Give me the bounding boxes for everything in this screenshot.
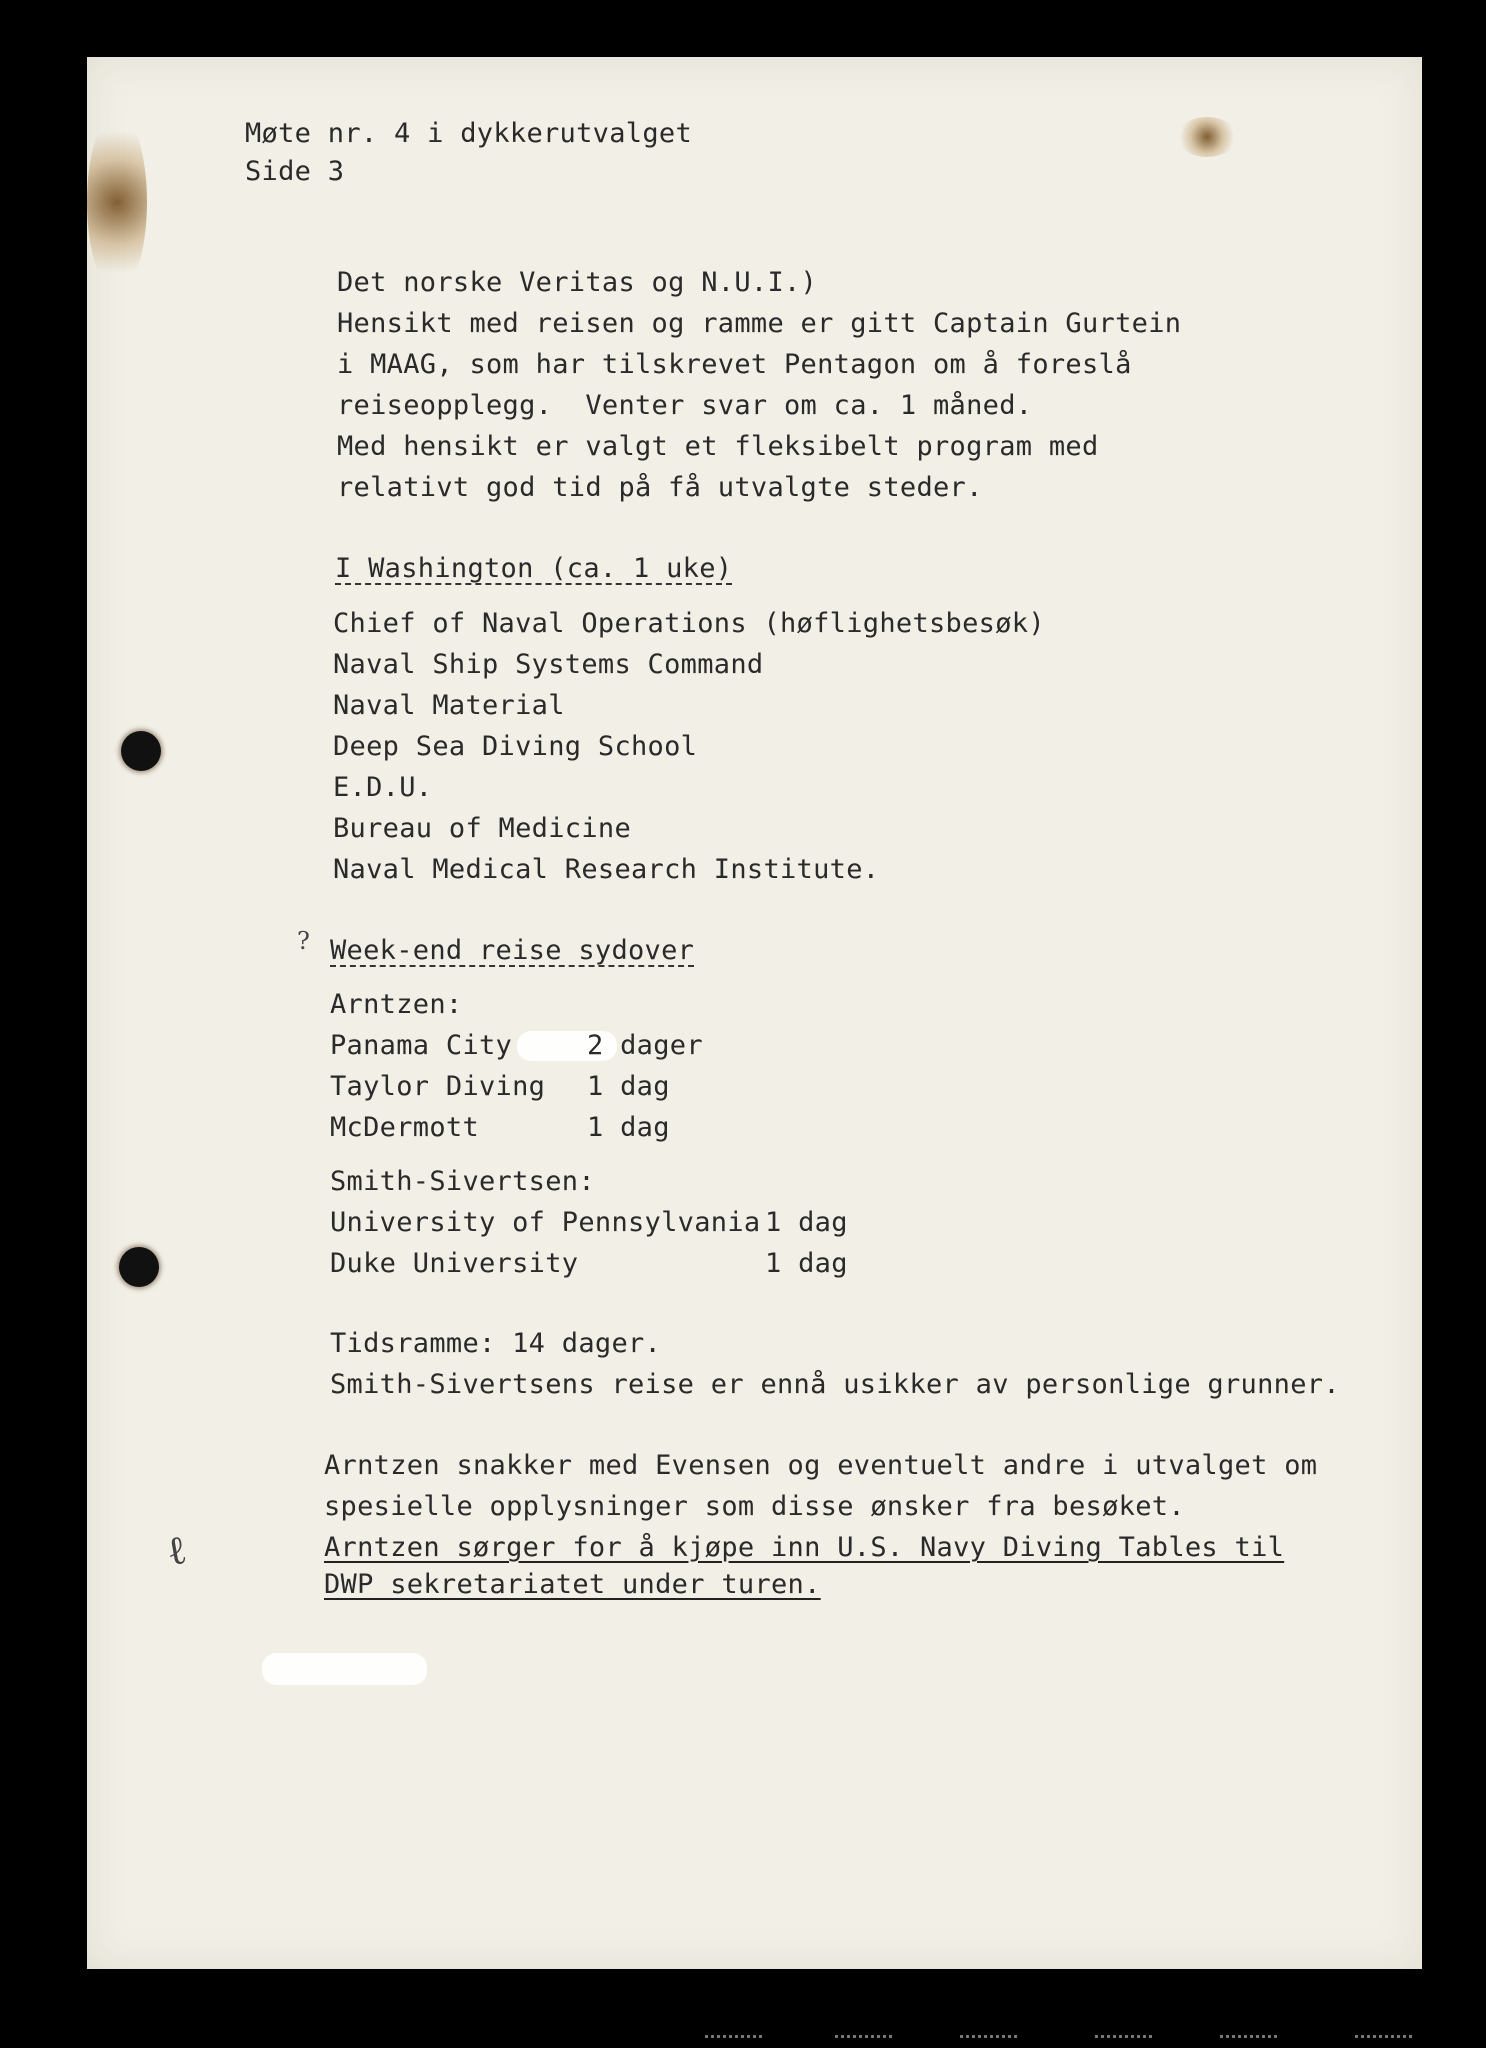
- paragraph-line-1: Arntzen snakker med Evensen og eventuelt andre i utvalget om: [324, 1450, 1318, 1481]
- burn-mark-top-left: [87, 112, 147, 292]
- intro-line-4: reiseopplegg. Venter svar om ca. 1 måned.: [337, 390, 1033, 421]
- arntzen-place: Taylor Diving: [330, 1071, 546, 1102]
- washington-item: Chief of Naval Operations (høflighetsbesøk): [333, 608, 1045, 639]
- film-edge-mark: [1355, 2035, 1413, 2038]
- washington-item: E.D.U.: [333, 772, 433, 803]
- smith-place: University of Pennsylvania: [330, 1207, 761, 1238]
- intro-line-5: Med hensikt er valgt et fleksibelt program med: [337, 431, 1099, 462]
- header-line-1: Møte nr. 4 i dykkerutvalget: [245, 118, 692, 149]
- intro-line-3: i MAAG, som har tilskrevet Pentagon om å foreslå: [337, 349, 1132, 380]
- arntzen-place: Panama City: [330, 1030, 513, 1061]
- film-edge-mark: [1095, 2035, 1153, 2038]
- header-line-2: Side 3: [245, 156, 345, 187]
- smith-duration: 1 dag: [765, 1207, 848, 1238]
- paragraph-line-2: spesielle opplysninger som disse ønsker fra besøket.: [324, 1491, 1185, 1522]
- intro-line-1: Det norske Veritas og N.U.I.): [337, 267, 818, 298]
- arntzen-label: Arntzen:: [330, 989, 463, 1020]
- erased-patch-bottom: [262, 1653, 427, 1685]
- washington-item: Bureau of Medicine: [333, 813, 631, 844]
- film-edge-mark: [960, 2035, 1018, 2038]
- washington-item: Naval Ship Systems Command: [333, 649, 764, 680]
- smith-place: Duke University: [330, 1248, 579, 1279]
- weekend-heading: Week-end reise sydover: [330, 935, 695, 966]
- smith-note-line: Smith-Sivertsens reise er ennå usikker av personlige grunner.: [330, 1369, 1340, 1400]
- intro-line-2: Hensikt med reisen og ramme er gitt Captain Gurtein: [337, 308, 1182, 339]
- washington-item: Naval Material: [333, 690, 565, 721]
- timeframe-line: Tidsramme: 14 dager.: [330, 1328, 662, 1359]
- arntzen-duration: 1 dag: [587, 1071, 670, 1102]
- washington-item: Naval Medical Research Institute.: [333, 854, 880, 885]
- burn-mark-top-right: [1177, 117, 1237, 157]
- arntzen-duration: 2 dager: [587, 1030, 703, 1061]
- handwritten-mark-week-end: ?: [297, 927, 310, 955]
- handwritten-mark-action: ℓ: [163, 1526, 191, 1576]
- punch-hole-lower: [119, 1247, 159, 1287]
- arntzen-duration: 1 dag: [587, 1112, 670, 1143]
- film-edge-mark: [705, 2035, 763, 2038]
- smith-label: Smith-Sivertsen:: [330, 1166, 595, 1197]
- document-page: [87, 57, 1422, 1969]
- washington-item: Deep Sea Diving School: [333, 731, 698, 762]
- action-line-2: DWP sekretariatet under turen.: [324, 1569, 821, 1600]
- intro-line-6: relativt god tid på få utvalgte steder.: [337, 472, 983, 503]
- action-line-1: Arntzen sørger for å kjøpe inn U.S. Navy Diving Tables til: [324, 1532, 1285, 1563]
- washington-heading: I Washington (ca. 1 uke): [335, 553, 733, 584]
- film-edge-mark: [1220, 2035, 1278, 2038]
- punch-hole-upper: [121, 731, 161, 771]
- film-edge-mark: [835, 2035, 893, 2038]
- smith-duration: 1 dag: [765, 1248, 848, 1279]
- arntzen-place: McDermott: [330, 1112, 479, 1143]
